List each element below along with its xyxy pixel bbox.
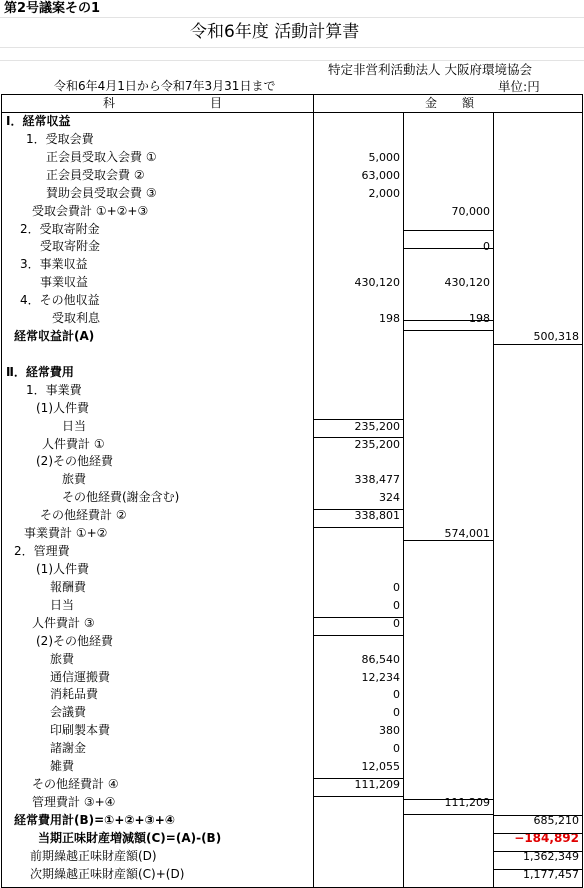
row-label: 3．事業収益 [20,257,88,272]
row-label: 事業収益 [40,275,89,290]
row-label: 4．その他収益 [20,293,100,308]
agenda-label: 第2号議案その1 [4,1,101,16]
amount-cell [310,364,400,381]
unit-label: 単位:円 [498,79,540,94]
amount-cell [403,597,490,614]
amount-cell [493,543,579,560]
row-label: 当期正味財産増減額(C)=(A)-(B) [38,830,222,845]
amount-cell [493,131,579,148]
column-header-amount-2: 額 [462,96,475,110]
amount-cell [493,274,579,291]
organization-name: 特定非営利活動法人 大阪府環境協会 [328,62,532,77]
cell-rule [403,814,493,815]
row-label: 経常費用計(B)=①+②+③+④ [14,812,175,827]
amount-cell [310,203,400,220]
amount-cell [310,543,400,560]
amount-cell [403,633,490,650]
amount-cell: 0 [393,706,400,720]
amount-cell [493,686,579,703]
amount-cell [493,794,579,811]
amount-cell [493,579,579,596]
document-title: 令和6年度 活動計算書 [190,22,360,42]
cell-rule [493,869,583,870]
amount-cell: 685,210 [533,813,579,827]
amount-cell [403,167,490,184]
row-label: 人件費計 ① [42,436,105,451]
amount-cell [403,418,490,435]
amount-cell [403,561,490,578]
amount-cell [310,113,400,130]
row-label: 通信運搬費 [50,669,111,684]
amount-cell: 198 [379,312,400,326]
row-label: 次期繰越正味財産額(C)+(D) [30,866,185,881]
amount-cell [310,830,400,847]
amount-cell: 70,000 [451,204,490,218]
amount-cell [493,436,579,453]
row-label: 受取利息 [52,311,101,326]
row-label: その他経費(謝金含む) [62,490,180,505]
amount-cell [493,525,579,542]
amount-cell: 0 [393,616,400,630]
row-label: 旅費 [62,472,87,487]
cell-rule [403,248,493,249]
amount-cell [310,131,400,148]
amount-cell [493,346,579,363]
amount-cell [403,149,490,166]
row-label: 1．事業費 [26,382,82,397]
row-label: 旅費 [50,651,75,666]
row-label: 経常収益計(A) [14,329,95,344]
cell-rule [313,527,403,528]
amount-cell [493,453,579,470]
amount-cell: 12,055 [361,760,400,774]
amount-cell [310,221,400,238]
amount-cell [493,167,579,184]
amount-cell [403,848,490,865]
row-label: (2)その他経費 [36,633,113,648]
cell-rule [313,778,403,779]
row-label: Ⅰ．経常収益 [6,114,71,128]
cell-rule [403,230,493,231]
amount-cell [493,256,579,273]
amount-cell [493,185,579,202]
row-label: 日当 [50,597,75,612]
amount-cell: 111,209 [354,778,400,792]
amount-cell [493,418,579,435]
amount-cell [493,722,579,739]
amount-cell [403,364,490,381]
amount-cell [403,113,490,130]
amount-cell [403,292,490,309]
amount-cell [403,615,490,632]
amount-cell: 338,477 [354,473,400,487]
amount-cell [403,507,490,524]
amount-cell: 5,000 [368,150,400,164]
amount-cell: 574,001 [444,527,490,541]
cell-rule [403,540,493,541]
amount-cell [403,686,490,703]
amount-cell [310,292,400,309]
amount-cell [403,758,490,775]
amount-cell [493,113,579,130]
amount-cell: 430,120 [444,276,490,290]
amount-cell [403,131,490,148]
amount-cell [493,597,579,614]
cell-rule [403,799,493,800]
amount-cell [493,704,579,721]
amount-cell [403,543,490,560]
amount-cell [403,579,490,596]
amount-cell [310,453,400,470]
amount-cell [493,740,579,757]
amount-cell: 1,362,349 [523,849,579,863]
amount-cell: 338,801 [354,509,400,523]
row-label: 賛助会員受取会費 ③ [46,185,157,200]
cell-rule [493,344,583,345]
amount-cell [493,149,579,166]
amount-cell [493,507,579,524]
amount-cell [403,669,490,686]
amount-cell: 235,200 [354,419,400,433]
amount-cell [493,633,579,650]
amount-cell [403,740,490,757]
amount-cell [493,400,579,417]
amount-cell [310,382,400,399]
row-label: 印刷製本費 [50,723,111,738]
row-label: 日当 [62,418,87,433]
amount-cell: 111,209 [444,795,490,809]
amount-cell: 63,000 [361,168,400,182]
row-label: 諸謝金 [50,741,87,756]
amount-cell [310,866,400,883]
row-label: 会議費 [50,705,87,720]
amount-cell [493,382,579,399]
amount-cell [403,346,490,363]
cell-rule [493,851,583,852]
amount-cell [493,615,579,632]
row-label: (1)人件費 [36,400,89,415]
amount-cell: 380 [379,724,400,738]
amount-cell: 324 [379,491,400,505]
amount-cell [493,561,579,578]
cell-rule [493,815,583,816]
row-label: 雑費 [50,759,75,774]
amount-cell [493,292,579,309]
amount-cell [493,203,579,220]
amount-cell [493,364,579,381]
fiscal-period: 令和6年4月1日から令和7年3月31日まで [54,79,276,93]
cell-rule [313,437,403,438]
row-label: 事業費計 ①+② [24,526,108,541]
cell-rule [313,617,403,618]
amount-cell: 430,120 [354,276,400,290]
amount-cell: 0 [393,580,400,594]
amount-cell [493,310,579,327]
row-label: 受取寄附金 [40,239,101,254]
amount-cell: −184,892 [514,830,579,845]
cell-rule [493,833,583,834]
amount-cell: 2,000 [368,186,400,200]
row-label: Ⅱ．経常費用 [6,364,74,379]
amount-cell: 0 [393,742,400,756]
amount-cell [403,651,490,668]
row-label: 2．受取寄附金 [20,221,100,236]
row-label: 人件費計 ③ [32,615,95,630]
amount-cell: 86,540 [361,652,400,666]
amount-cell [403,722,490,739]
row-label: 報酬費 [50,579,87,594]
amount-cell [310,328,400,345]
cell-rule [313,419,403,420]
row-label: 2．管理費 [14,544,70,559]
amount-cell [493,238,579,255]
amount-cell [310,848,400,865]
amount-cell [310,812,400,829]
amount-cell [310,238,400,255]
row-label: (2)その他経費 [36,454,113,469]
amount-cell [403,256,490,273]
amount-cell [403,400,490,417]
column-header-subject-2: 目 [210,96,223,110]
row-label: 消耗品費 [50,687,99,702]
row-label: 1．受取会費 [26,131,94,146]
row-label: その他経費計 ② [40,508,127,523]
amount-cell [403,704,490,721]
amount-cell: 198 [469,312,490,326]
amount-cell [403,489,490,506]
amount-cell [403,453,490,470]
cell-rule [403,320,493,321]
amount-cell [493,471,579,488]
row-label: 管理費計 ③+④ [32,794,116,809]
grid-line [0,17,584,18]
grid-line [0,47,584,48]
column-header-amount-1: 金 [425,96,438,110]
row-label: (1)人件費 [36,562,89,576]
amount-cell: 500,318 [533,330,579,344]
amount-cell [403,185,490,202]
row-label: その他経費計 ④ [32,777,119,792]
amount-cell [403,471,490,488]
cell-rule [313,635,403,636]
row-label: 正会員受取入会費 ① [46,149,157,164]
amount-cell [493,489,579,506]
amount-cell [403,866,490,883]
amount-cell [493,758,579,775]
amount-cell: 235,200 [354,437,400,451]
row-label: 受取会費計 ①+②+③ [32,203,149,218]
amount-cell [310,561,400,578]
amount-cell [403,830,490,847]
cell-rule [313,796,403,797]
amount-cell [493,651,579,668]
amount-cell [493,669,579,686]
amount-cell [493,776,579,793]
amount-cell: 12,234 [361,670,400,684]
row-label: 正会員受取会費 ② [46,167,145,182]
amount-cell [310,256,400,273]
amount-cell [403,382,490,399]
cell-rule [403,330,493,331]
cell-rule [313,509,403,510]
amount-cell [403,436,490,453]
amount-cell [403,776,490,793]
amount-cell: 1,177,457 [523,867,579,881]
row-label: 前期繰越正味財産額(D) [30,848,157,863]
amount-cell [310,400,400,417]
amount-cell [310,346,400,363]
amount-cell: 0 [393,688,400,702]
amount-cell: 0 [483,240,490,254]
column-header-subject-1: 科 [103,96,116,110]
amount-cell [493,221,579,238]
amount-cell: 0 [393,598,400,612]
